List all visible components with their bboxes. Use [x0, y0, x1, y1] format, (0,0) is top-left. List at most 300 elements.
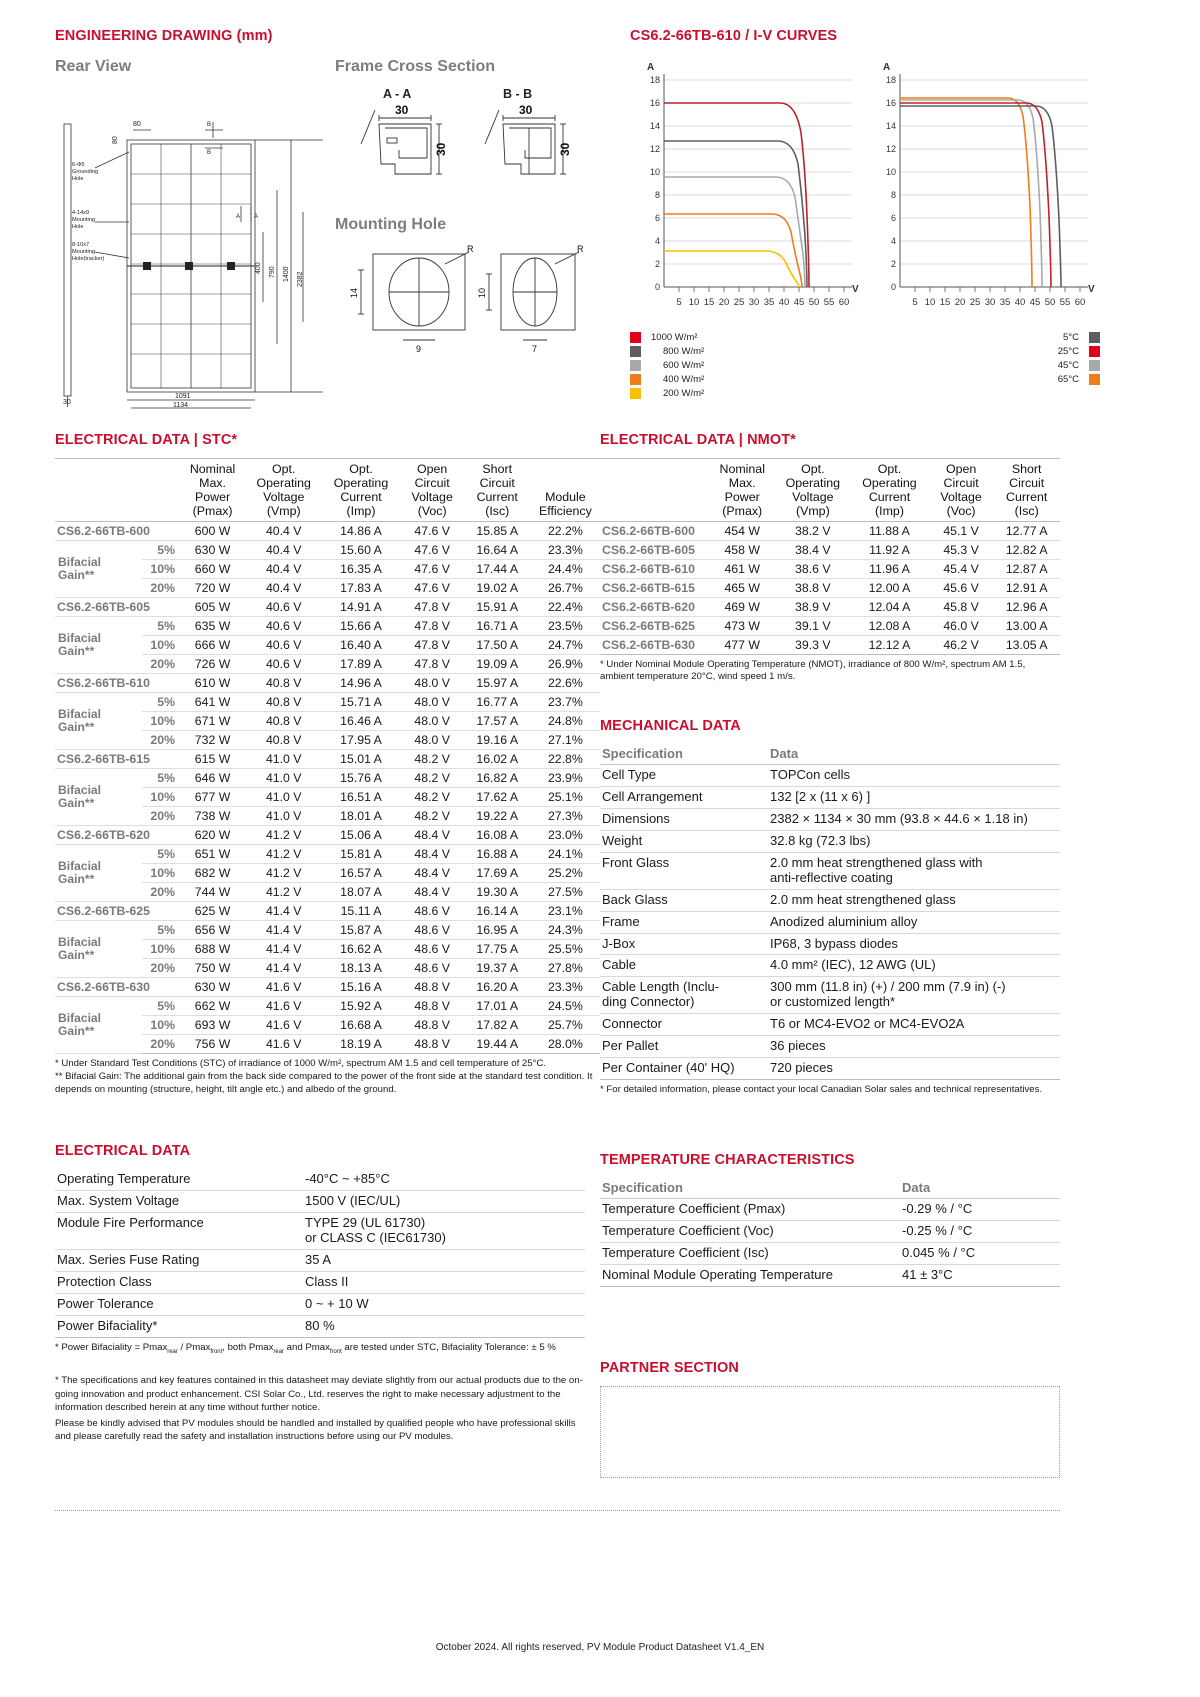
table-row [55, 920, 600, 939]
stc-value-cell: 41.0 V [246, 749, 321, 768]
rear-view-column [55, 58, 335, 412]
stc-value-cell: 605 W [179, 597, 246, 616]
stc-col-pmax: Nominal Max. Power (Pmax) [179, 459, 246, 522]
table-row [55, 1212, 585, 1249]
stc-value-cell: 40.6 V [246, 635, 321, 654]
stc-value-cell: 14.91 A [321, 597, 400, 616]
spec-key-cell: Cell Arrangement [600, 786, 768, 808]
spec-key-cell: Front Glass [600, 852, 768, 889]
stc-model-cell: CS6.2-66TB-600 [55, 521, 179, 540]
stc-value-cell: 24.4% [531, 559, 600, 578]
nmot-value-cell: 12.91 A [993, 578, 1060, 597]
table-row [55, 1169, 585, 1190]
spec-key-cell: Cable Length (Inclu- ding Connector) [600, 977, 768, 1014]
disclaimer-paragraph-2: Please be kindly advised that PV modules should be handled and installed by qualified people who have professional skills and please carefully read the safety and installation instructions before using our PV modules. [55, 1417, 576, 1443]
stc-value-cell: 41.6 V [246, 1015, 321, 1034]
legend-item-600 [630, 360, 715, 371]
stc-value-cell: 738 W [179, 806, 246, 825]
stc-bifacial-gain-label: Bifacial Gain** [55, 540, 142, 597]
stc-value-cell: 17.69 A [464, 863, 531, 882]
stc-value-cell: 23.9% [531, 768, 600, 787]
stc-value-cell: 17.75 A [464, 939, 531, 958]
temperature-header-data: Data [900, 1178, 1060, 1199]
table-row [600, 808, 1060, 830]
mark-b-bottom: B [207, 150, 212, 156]
stc-col-imp: Opt. Operating Current (Imp) [321, 459, 400, 522]
stc-col-vmp: Opt. Operating Voltage (Vmp) [246, 459, 321, 522]
spec-value-cell: -0.29 % / °C [900, 1199, 1060, 1221]
table-row [55, 597, 600, 616]
table-row [600, 616, 1060, 635]
stc-value-cell: 22.8% [531, 749, 600, 768]
mechanical-note: * For detailed information, please contact your local Canadian Solar sales and technical representatives. [600, 1084, 1043, 1096]
nmot-value-cell: 12.96 A [993, 597, 1060, 616]
electrical-extra-section [55, 1143, 585, 1356]
svg-text:20: 20 [954, 297, 966, 308]
legend-temperature [1045, 332, 1100, 399]
legend-label: 65°C [1057, 374, 1079, 385]
svg-text:55: 55 [1059, 297, 1071, 308]
stc-value-cell: 16.64 A [464, 540, 531, 559]
stc-value-cell: 48.4 V [401, 825, 464, 844]
spec-key-cell: Per Container (40' HQ) [600, 1058, 768, 1080]
nmot-value-cell: 12.08 A [850, 616, 929, 635]
svg-text:35: 35 [999, 297, 1011, 308]
stc-value-cell: 15.06 A [321, 825, 400, 844]
table-row [55, 616, 600, 635]
spec-value-cell: 2.0 mm heat strengthened glass with anti-reflective coating [768, 852, 1060, 889]
spec-key-cell: Cell Type [600, 765, 768, 787]
nmot-col-pmax: Nominal Max. Power (Pmax) [709, 459, 776, 522]
stc-value-cell: 24.8% [531, 711, 600, 730]
stc-value-cell: 41.4 V [246, 901, 321, 920]
legend-swatch-icon [630, 374, 641, 385]
legend-item-1000 [630, 332, 715, 343]
mounting-hole-drawing [335, 240, 590, 360]
stc-value-cell: 15.60 A [321, 540, 400, 559]
stc-value-cell: 16.20 A [464, 977, 531, 996]
svg-text:35: 35 [763, 297, 775, 308]
stc-value-cell: 18.07 A [321, 882, 400, 901]
svg-text:45: 45 [1029, 297, 1041, 308]
table-row [600, 955, 1060, 977]
legend-label: 400 W/m² [663, 374, 705, 385]
stc-value-cell: 41.4 V [246, 958, 321, 977]
nmot-value-cell: 39.1 V [776, 616, 851, 635]
stc-value-cell: 47.6 V [401, 578, 464, 597]
stc-value-cell: 17.89 A [321, 654, 400, 673]
left-chart-axis-current-label: A [647, 62, 655, 73]
nmot-value-cell: 461 W [709, 559, 776, 578]
stc-value-cell: 17.57 A [464, 711, 531, 730]
legend-label: 5°C [1063, 332, 1079, 343]
stc-value-cell: 23.3% [531, 977, 600, 996]
stc-gain-percent: 20% [142, 882, 179, 901]
spec-value-cell: IP68, 3 bypass diodes [768, 933, 1060, 955]
spec-value-cell: -40°C ~ +85°C [303, 1169, 585, 1190]
spec-value-cell: 132 [2 x (11 x 6) ] [768, 786, 1060, 808]
rear-view-drawing [55, 82, 335, 412]
mark-b-top: B [207, 122, 212, 128]
frame-cross-section-column [335, 58, 600, 412]
spec-key-cell: Protection Class [55, 1271, 303, 1293]
page-footer [0, 1642, 1200, 1653]
spec-value-cell: 0.045 % / °C [900, 1242, 1060, 1264]
legend-item-5c [1045, 332, 1100, 343]
svg-text:8: 8 [654, 190, 660, 200]
stc-value-cell: 27.8% [531, 958, 600, 977]
legend-item-200 [630, 388, 715, 399]
spec-value-cell: 1500 V (IEC/UL) [303, 1190, 585, 1212]
stc-gain-percent: 20% [142, 1034, 179, 1053]
dim-30-edge: 30 [63, 399, 71, 406]
stc-value-cell: 23.3% [531, 540, 600, 559]
engineering-drawing-section [55, 28, 600, 412]
rear-view-label: Rear View [55, 58, 132, 75]
svg-text:5: 5 [676, 297, 682, 308]
section-a-label: A - A [383, 87, 412, 101]
footer-divider-wrap [55, 1510, 1060, 1511]
electrical-extra-table-body [55, 1169, 585, 1337]
stc-value-cell: 15.97 A [464, 673, 531, 692]
disclaimer-section [55, 1374, 585, 1444]
legend-label: 600 W/m² [663, 360, 705, 371]
table-row [600, 1199, 1060, 1221]
right-chart-axis-voltage-label: V [1088, 284, 1095, 295]
temperature-table-body [600, 1199, 1060, 1287]
stc-value-cell: 40.6 V [246, 597, 321, 616]
stc-model-cell: CS6.2-66TB-605 [55, 597, 179, 616]
legend-swatch-icon [630, 388, 641, 399]
table-row [600, 1264, 1060, 1286]
stc-value-cell: 18.13 A [321, 958, 400, 977]
table-row [600, 578, 1060, 597]
legend-irradiance [630, 332, 715, 399]
spec-key-cell: Per Pallet [600, 1036, 768, 1058]
nmot-value-cell: 45.4 V [929, 559, 994, 578]
stc-gain-percent: 20% [142, 578, 179, 597]
stc-value-cell: 22.6% [531, 673, 600, 692]
top-band [0, 28, 1200, 412]
stc-table-body [55, 521, 600, 1053]
mark-a-left: A [236, 214, 241, 220]
nmot-value-cell: 46.2 V [929, 635, 994, 654]
stc-value-cell: 732 W [179, 730, 246, 749]
svg-text:50: 50 [1044, 297, 1056, 308]
iv-charts [630, 56, 1100, 326]
stc-value-cell: 620 W [179, 825, 246, 844]
nmot-col-vmp: Opt. Operating Voltage (Vmp) [776, 459, 851, 522]
nmot-value-cell: 12.87 A [993, 559, 1060, 578]
svg-text:10: 10 [688, 297, 700, 308]
stc-value-cell: 47.8 V [401, 616, 464, 635]
svg-text:20: 20 [718, 297, 730, 308]
nmot-value-cell: 38.4 V [776, 540, 851, 559]
spec-key-cell: Max. System Voltage [55, 1190, 303, 1212]
stc-col-isc: Short Circuit Current (Isc) [464, 459, 531, 522]
nmot-value-cell: 12.77 A [993, 521, 1060, 540]
stc-value-cell: 25.2% [531, 863, 600, 882]
nmot-model-cell: CS6.2-66TB-615 [600, 578, 709, 597]
stc-value-cell: 48.4 V [401, 882, 464, 901]
legend-swatch-icon [1089, 332, 1100, 343]
nmot-note: * Under Nominal Module Operating Temperature (NMOT), irradiance of 800 W/m², spectrum AM 1.5, ambient temperature 20°C, wind speed 1 m/s. [600, 658, 1026, 683]
annot-tracker-hole-3: Hole(tracker) [72, 256, 105, 262]
table-row [600, 830, 1060, 852]
spec-value-cell: 80 % [303, 1315, 585, 1337]
nmot-col-model [600, 459, 709, 522]
spec-value-cell: 300 mm (11.8 in) (+) / 200 mm (7.9 in) (-) or customized length* [768, 977, 1060, 1014]
legend-label: 25°C [1057, 346, 1079, 357]
stc-value-cell: 41.6 V [246, 996, 321, 1015]
nmot-value-cell: 12.82 A [993, 540, 1060, 559]
stc-value-cell: 40.6 V [246, 654, 321, 673]
spec-key-cell: Operating Temperature [55, 1169, 303, 1190]
stc-bifacial-gain-label: Bifacial Gain** [55, 768, 142, 825]
stc-gain-percent: 20% [142, 806, 179, 825]
stc-value-cell: 16.40 A [321, 635, 400, 654]
table-row [600, 1220, 1060, 1242]
spec-key-cell: J-Box [600, 933, 768, 955]
stc-value-cell: 24.1% [531, 844, 600, 863]
stc-value-cell: 41.2 V [246, 844, 321, 863]
table-row [600, 765, 1060, 787]
table-row [55, 1190, 585, 1212]
stc-value-cell: 48.6 V [401, 958, 464, 977]
right-chart-axis-current-label: A [883, 62, 891, 73]
stc-value-cell: 48.8 V [401, 996, 464, 1015]
iv-curves-section [630, 28, 1100, 412]
stc-value-cell: 15.85 A [464, 521, 531, 540]
dim-790: 790 [269, 266, 276, 278]
mechanical-table [600, 744, 1060, 1080]
stc-value-cell: 18.19 A [321, 1034, 400, 1053]
legend-label: 45°C [1057, 360, 1079, 371]
spec-key-cell: Cable [600, 955, 768, 977]
stc-value-cell: 17.50 A [464, 635, 531, 654]
iv-chart-temperature [866, 56, 1096, 326]
legend-item-25c [1045, 346, 1100, 357]
stc-note-1: * Under Standard Test Conditions (STC) of irradiance of 1000 W/m², spectrum AM 1.5 and cell temperature of 25°C. [55, 1057, 547, 1069]
svg-text:14: 14 [649, 121, 660, 131]
legend-swatch-icon [630, 360, 641, 371]
legend-item-65c [1045, 374, 1100, 385]
svg-text:60: 60 [838, 297, 850, 308]
stc-value-cell: 48.8 V [401, 977, 464, 996]
nmot-col-isc: Short Circuit Current (Isc) [993, 459, 1060, 522]
stc-value-cell: 27.1% [531, 730, 600, 749]
stc-gain-percent: 5% [142, 692, 179, 711]
nmot-table [600, 458, 1060, 655]
stc-value-cell: 47.8 V [401, 597, 464, 616]
nmot-value-cell: 458 W [709, 540, 776, 559]
nmot-table-body [600, 521, 1060, 654]
dim-hole1-width: 9 [416, 344, 422, 354]
stc-value-cell: 17.62 A [464, 787, 531, 806]
frame-cross-section-label: Frame Cross Section [335, 58, 496, 75]
stc-table [55, 458, 600, 1054]
table-row [600, 521, 1060, 540]
table-row [600, 911, 1060, 933]
stc-gain-percent: 10% [142, 1015, 179, 1034]
spec-value-cell: 2.0 mm heat strengthened glass [768, 889, 1060, 911]
stc-value-cell: 41.0 V [246, 806, 321, 825]
dim-80-left: 80 [112, 136, 119, 144]
dim-frame-b-width: 30 [519, 103, 533, 117]
spec-value-cell: 2382 × 1134 × 30 mm (93.8 × 44.6 × 1.18 in) [768, 808, 1060, 830]
stc-section [55, 432, 600, 1097]
spec-value-cell: 36 pieces [768, 1036, 1060, 1058]
svg-text:4: 4 [890, 236, 896, 246]
spec-value-cell: 720 pieces [768, 1058, 1060, 1080]
annot-tracker-hole-1: 8-10x7 [72, 242, 90, 248]
stc-value-cell: 27.5% [531, 882, 600, 901]
nmot-value-cell: 38.6 V [776, 559, 851, 578]
legend-swatch-icon [1089, 360, 1100, 371]
svg-text:60: 60 [1074, 297, 1086, 308]
stc-note-2: ** Bifacial Gain: The additional gain from the back side compared to the power of the front side at the standard test condition. It depends on mounting (structure, height, tilt angle etc.) and albedo of the ground. [55, 1071, 593, 1095]
svg-text:30: 30 [748, 297, 760, 308]
spec-key-cell: Temperature Coefficient (Isc) [600, 1242, 900, 1264]
dim-frame-a-width: 30 [395, 103, 409, 117]
spec-key-cell: Dimensions [600, 808, 768, 830]
table-row [55, 521, 600, 540]
stc-value-cell: 48.0 V [401, 711, 464, 730]
spec-value-cell: -0.25 % / °C [900, 1220, 1060, 1242]
stc-gain-percent: 5% [142, 768, 179, 787]
stc-value-cell: 48.2 V [401, 749, 464, 768]
svg-text:18: 18 [649, 75, 660, 85]
nmot-model-cell: CS6.2-66TB-620 [600, 597, 709, 616]
legend-swatch-icon [630, 332, 641, 343]
iv-chart-irradiance [630, 56, 860, 326]
nmot-value-cell: 11.96 A [850, 559, 929, 578]
nmot-value-cell: 38.8 V [776, 578, 851, 597]
svg-text:50: 50 [808, 297, 820, 308]
stc-value-cell: 47.6 V [401, 521, 464, 540]
stc-value-cell: 15.71 A [321, 692, 400, 711]
dim-frame-a-height: 30 [434, 142, 448, 156]
spec-key-cell: Nominal Module Operating Temperature [600, 1264, 900, 1286]
stc-model-cell: CS6.2-66TB-620 [55, 825, 179, 844]
stc-value-cell: 677 W [179, 787, 246, 806]
stc-model-cell: CS6.2-66TB-630 [55, 977, 179, 996]
spec-key-cell: Back Glass [600, 889, 768, 911]
stc-value-cell: 41.0 V [246, 768, 321, 787]
electrical-extra-note: * Power Bifaciality = Pmax$_{rear}$ / Pmax$_{front}$, both Pmax$_{rear}$ and Pmax$_{front}$ are tested under STC, Bifaciality Tolerance: ± 5 % [55, 1341, 556, 1355]
stc-value-cell: 40.4 V [246, 540, 321, 559]
svg-text:25: 25 [733, 297, 745, 308]
stc-gain-percent: 5% [142, 996, 179, 1015]
dim-hole2-width: 7 [532, 344, 538, 354]
table-row [55, 844, 600, 863]
electrical-extra-title: ELECTRICAL DATA [55, 1143, 191, 1159]
annot-grounding-hole-1: 6-Φ5 [72, 162, 85, 168]
dim-80-top: 80 [133, 121, 141, 128]
stc-value-cell: 24.3% [531, 920, 600, 939]
dim-1091: 1091 [175, 393, 191, 400]
stc-value-cell: 40.8 V [246, 692, 321, 711]
spec-key-cell: Temperature Coefficient (Voc) [600, 1220, 900, 1242]
stc-gain-percent: 5% [142, 540, 179, 559]
nmot-col-voc: Open Circuit Voltage (Voc) [929, 459, 994, 522]
annot-grounding-hole-3: Hole [72, 176, 84, 182]
stc-model-cell: CS6.2-66TB-610 [55, 673, 179, 692]
stc-value-cell: 682 W [179, 863, 246, 882]
stc-value-cell: 41.2 V [246, 882, 321, 901]
nmot-value-cell: 473 W [709, 616, 776, 635]
table-row [600, 786, 1060, 808]
stc-value-cell: 15.92 A [321, 996, 400, 1015]
frame-cross-section-drawing [335, 82, 590, 207]
stc-value-cell: 662 W [179, 996, 246, 1015]
iv-curves-title: CS6.2-66TB-610 / I-V CURVES [630, 28, 838, 44]
nmot-model-cell: CS6.2-66TB-600 [600, 521, 709, 540]
stc-bifacial-gain-label: Bifacial Gain** [55, 996, 142, 1053]
mechanical-table-body [600, 765, 1060, 1080]
nmot-value-cell: 13.00 A [993, 616, 1060, 635]
svg-text:12: 12 [649, 144, 660, 154]
stc-value-cell: 17.95 A [321, 730, 400, 749]
stc-value-cell: 23.0% [531, 825, 600, 844]
stc-value-cell: 41.2 V [246, 825, 321, 844]
stc-gain-percent: 10% [142, 711, 179, 730]
stc-title: ELECTRICAL DATA | STC* [55, 432, 238, 448]
stc-value-cell: 15.66 A [321, 616, 400, 635]
stc-value-cell: 693 W [179, 1015, 246, 1034]
nmot-value-cell: 45.3 V [929, 540, 994, 559]
table-row [55, 825, 600, 844]
stc-value-cell: 15.01 A [321, 749, 400, 768]
spec-value-cell: TOPCon cells [768, 765, 1060, 787]
table-row [55, 540, 600, 559]
stc-value-cell: 17.82 A [464, 1015, 531, 1034]
stc-value-cell: 16.68 A [321, 1015, 400, 1034]
nmot-value-cell: 39.3 V [776, 635, 851, 654]
table-row [600, 1014, 1060, 1036]
svg-text:25: 25 [969, 297, 981, 308]
table-row [600, 635, 1060, 654]
stc-col-voc: Open Circuit Voltage (Voc) [401, 459, 464, 522]
spec-value-cell: Class II [303, 1271, 585, 1293]
svg-text:0: 0 [654, 282, 660, 292]
nmot-value-cell: 454 W [709, 521, 776, 540]
nmot-value-cell: 46.0 V [929, 616, 994, 635]
table-row [600, 559, 1060, 578]
stc-value-cell: 726 W [179, 654, 246, 673]
nmot-model-cell: CS6.2-66TB-605 [600, 540, 709, 559]
nmot-value-cell: 11.92 A [850, 540, 929, 559]
drawing-columns [55, 58, 600, 412]
stc-bifacial-gain-label: Bifacial Gain** [55, 844, 142, 901]
spec-value-cell: 35 A [303, 1249, 585, 1271]
nmot-value-cell: 465 W [709, 578, 776, 597]
stc-value-cell: 750 W [179, 958, 246, 977]
table-row [600, 597, 1060, 616]
stc-value-cell: 641 W [179, 692, 246, 711]
dim-hole1-height: 14 [349, 287, 359, 298]
spec-key-cell: Connector [600, 1014, 768, 1036]
stc-value-cell: 17.83 A [321, 578, 400, 597]
partner-placeholder-box[interactable] [600, 1386, 1060, 1478]
stc-model-cell: CS6.2-66TB-625 [55, 901, 179, 920]
stc-value-cell: 671 W [179, 711, 246, 730]
stc-gain-percent: 5% [142, 920, 179, 939]
svg-text:6: 6 [890, 213, 896, 223]
dim-1134: 1134 [173, 402, 189, 409]
annot-mounting-hole-1: 4-14x9 [72, 210, 90, 216]
spec-value-cell: 0 ~ + 10 W [303, 1293, 585, 1315]
